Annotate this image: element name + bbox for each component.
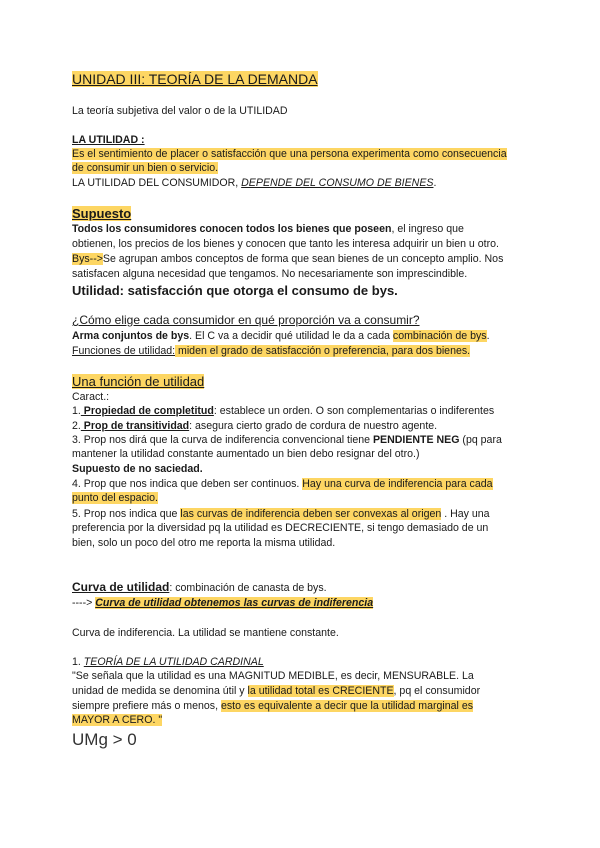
arrow-text: ----> [72,597,96,609]
consumidor-suffix: . [433,177,437,189]
text-fragment: : establece un orden. O son complementarias o indiferentes [213,405,495,417]
highlight-text: MAYOR A CERO. " [72,714,163,726]
cardinal-line-3 [72,700,473,713]
underline-text: Funciones de utilidad: [72,345,176,357]
cardinal-line-2 [72,685,480,698]
text-fragment: 4. Prop que nos indica que deben ser continuos. [72,478,303,490]
supuesto-heading [72,206,131,222]
bold-text: Todos los consumidores conocen todos los bienes que poseen [72,223,392,235]
text-fragment: , el ingreso que [391,223,464,235]
title-text: UNIDAD III: TEORÍA DE LA DEMANDA [72,71,318,87]
curva-heading [72,580,327,596]
curva-arrow-line [72,597,373,610]
curva-indiferencia: Curva de indiferencia. La utilidad se mantiene constante. [72,627,339,639]
utilidad-definition-line-1 [72,148,507,161]
text-fragment: : asegura cierto grado de cordura de nuestro agente. [189,420,438,432]
highlight-text: de consumir un bien o servicio. [72,162,219,174]
item-number: 1. [72,405,81,417]
supuesto-line-4: satisfacen alguna necesidad que tengamos. No necesariamente son imprescindible. [72,268,468,280]
funcion-item-2 [72,420,437,433]
funcion-item-5-line-2: preferencia por la diversidad pq la utilidad es DECRECIENTE, si tengo demasiado de un [72,522,489,534]
document-title [72,71,318,88]
highlight-text: esto es equivalente a decir que la utilidad marginal es [220,700,474,712]
subtitle: La teoría subjetiva del valor o de la UTILIDAD [72,105,288,117]
highlight-text: Es el sentimiento de placer o satisfacción que una persona experimenta como consecuencia [72,148,507,160]
item-number: 1. [72,656,84,668]
text-fragment: . Hay una [441,508,490,520]
text-fragment: . El C va a decidir qué utilidad le da a cada [189,330,393,342]
highlight-text: Hay una curva de indiferencia para cada [302,478,493,490]
funcion-item-5 [72,508,490,521]
bold-text: Propiedad de completitud [80,405,214,417]
supuesto-line-3 [72,253,503,266]
highlight-text: combinación de bys [392,330,487,342]
funcion-item-3-line-2: mantener la utilidad constante aumentado un bien debo resignar del otro.) [72,448,420,460]
text-fragment: : combinación de canasta de bys. [169,582,327,594]
highlight-text: Bys--> [72,253,103,265]
text-fragment: , pq el consumidor [393,685,481,697]
supuesto-heading-text: Supuesto [72,206,132,221]
text-fragment: 5. Prop nos indica que [72,508,181,520]
text-fragment: unidad de medida se denomina útil y [72,685,248,697]
funcion-item-4-line-2 [72,492,158,505]
funcion-item-3 [72,434,502,447]
highlight-text: Curva de utilidad obtenemos las curvas de indiferencia [95,597,374,609]
funcion-item-5-line-3: bien, solo un poco del otro me reporta la misma utilidad. [72,537,336,549]
utilidad-definition-line-2 [72,162,218,175]
funcion-heading-text: Una función de utilidad [72,374,205,389]
highlight-text: miden el grado de satisfacción o preferencia, para dos bienes. [175,345,471,357]
cardinal-heading [72,656,264,669]
eleccion-question [72,312,420,328]
cardinal-line-4 [72,714,162,727]
utilidad-heading-text: LA UTILIDAD : [72,134,145,146]
text-fragment: Se agrupan ambos conceptos de forma que sean bienes de un concepto amplio. Nos [102,253,504,265]
consumidor-emphasis: DEPENDE DEL CONSUMO DE BIENES [241,177,434,189]
bold-text: Arma conjuntos de bys [72,330,190,342]
funcion-caract: Caract.: [72,391,110,403]
supuesto-line-2: obtienen, los precios de los bienes y conocen que tanto les interesa adquirir un bien u otro. [72,238,499,250]
supuesto-line-1 [72,223,464,236]
text-fragment: siempre prefiere más o menos, [72,700,221,712]
text-fragment: . [486,330,490,342]
eleccion-line-1 [72,330,490,343]
supuesto-line-5: Utilidad: satisfacción que otorga el consumo de bys. [72,283,398,298]
bold-text: PENDIENTE NEG [372,434,460,446]
question-text: ¿Cómo elige cada consumidor en qué proporción va a consumir? [72,313,420,327]
bold-text: Prop de transitividad [80,420,190,432]
no-saciedad: Supuesto de no saciedad. [72,463,203,475]
funcion-item-1 [72,405,494,418]
eleccion-line-2 [72,345,470,358]
cardinal-line-1: "Se señala que la utilidad es una MAGNITUD MEDIBLE, es decir, MENSURABLE. La [72,670,474,682]
highlight-text: las curvas de indiferencia deben ser convexas al origen [180,508,442,520]
highlight-text: la utilidad total es CRECIENTE [247,685,394,697]
umg-formula: UMg > 0 [72,730,137,749]
item-number: 2. [72,420,81,432]
text-fragment: (pq para [459,434,502,446]
consumidor-prefix: LA UTILIDAD DEL CONSUMIDOR, [72,177,239,189]
text-fragment: 3. Prop nos dirá que la curva de indiferencia convencional tiene [72,434,373,446]
utilidad-heading [72,134,145,147]
cardinal-heading-text: TEORÍA DE LA UTILIDAD CARDINAL [83,656,264,668]
funcion-item-4 [72,478,493,491]
funcion-heading [72,374,204,390]
utilidad-consumidor-line [72,177,436,190]
highlight-text: punto del espacio. [72,492,158,504]
curva-heading-text: Curva de utilidad [72,580,170,594]
